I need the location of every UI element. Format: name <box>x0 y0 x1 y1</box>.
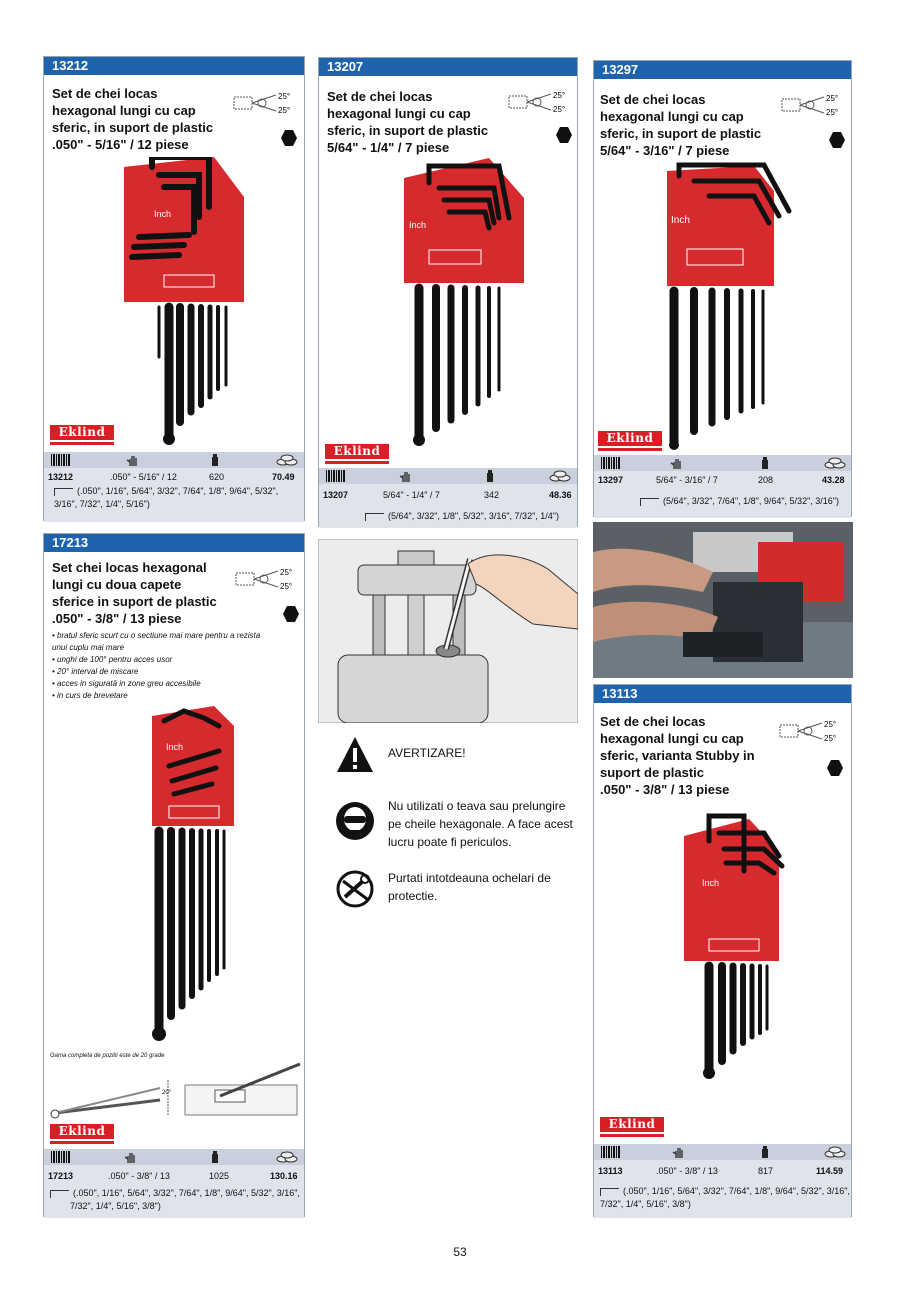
eklind-logo: Eklind <box>325 444 393 468</box>
product-code-header: 13297 <box>594 61 851 79</box>
weight-icon <box>204 453 226 467</box>
hand-icon <box>666 456 688 470</box>
row-price: 130.16 <box>270 1171 298 1181</box>
product-card-13207 <box>318 57 578 527</box>
product-code-header: 13113 <box>594 685 851 703</box>
product-code-header: 13212 <box>44 57 304 75</box>
table-icon-row <box>44 452 304 468</box>
svg-text:25°: 25° <box>278 92 291 101</box>
coins-icon <box>276 453 298 467</box>
svg-text:25°: 25° <box>553 91 566 100</box>
hex-key-icon <box>600 1188 619 1196</box>
usage-illustration <box>318 539 578 723</box>
weight-icon <box>754 1145 776 1159</box>
row-qty: 1025 <box>209 1171 230 1181</box>
weight-icon <box>754 456 776 470</box>
product-table <box>44 1149 304 1218</box>
row-code: 13113 <box>598 1166 623 1176</box>
row-price: 43.28 <box>822 475 845 485</box>
feature-list: • bratul sferic scurt cu o sectiune mai mare pentru a rezista unui cuplu mai mare • unghi de 100° pentru acces usor • 20° interval de miscare • acces in siguratā in zone greu accesibile • in curs de brevetare <box>52 631 261 700</box>
coins-icon <box>549 469 571 483</box>
weight-icon <box>204 1150 226 1164</box>
barcode-icon <box>600 1145 622 1159</box>
svg-text:25°: 25° <box>826 94 839 103</box>
row-range: .050" - 5/16" / 12 <box>110 472 177 482</box>
row-qty: 817 <box>758 1166 774 1176</box>
warning-title: AVERTIZARE! <box>388 746 466 760</box>
row-code: 13297 <box>598 475 624 485</box>
no-tools-icon <box>335 869 375 909</box>
workshop-photo <box>593 522 853 678</box>
eklind-logo: Eklind <box>600 1117 668 1141</box>
size-list: (5/64", 3/32", 7/64", 1/8", 9/64", 5/32", 3/16") <box>640 495 850 508</box>
product-table <box>44 452 304 522</box>
hand-icon <box>122 453 144 467</box>
weight-icon <box>479 469 501 483</box>
row-range: 5/64" - 1/4" / 7 <box>383 490 440 500</box>
svg-text:Inch: Inch <box>154 209 172 219</box>
barcode-icon <box>325 469 347 483</box>
table-icon-row <box>44 1149 304 1165</box>
barcode-icon <box>50 453 72 467</box>
page-number: 53 <box>453 1245 467 1259</box>
svg-text:25°: 25° <box>826 108 839 117</box>
hand-icon <box>668 1145 690 1159</box>
row-price: 70.49 <box>272 472 295 482</box>
table-icon-row <box>319 468 577 484</box>
hex-icon <box>282 605 300 623</box>
warning-text-1: Nu utilizati o teava sau prelungire pe cheile hexagonale. A face acest lucru poate fi periculos. <box>388 799 573 849</box>
row-qty: 620 <box>209 472 225 482</box>
product-title: Set de chei locas hexagonal lungi cu cap sferic, varianta Stubby in suport de plastic .050" - 3/8" / 13 piese <box>600 714 755 797</box>
hex-key-icon <box>54 488 73 496</box>
row-range: .050" - 3/8" / 13 <box>656 1166 718 1176</box>
barcode-icon <box>50 1150 72 1164</box>
product-card-13212 <box>43 56 305 521</box>
size-list: (.050", 1/16", 5/64", 3/32", 7/64", 1/8", 9/64", 5/32", 3/16", 7/32", 1/4", 5/16") <box>54 486 279 509</box>
product-code-header: 17213 <box>44 534 304 552</box>
product-photo <box>124 706 264 1046</box>
hand-icon <box>120 1150 142 1164</box>
product-photo <box>114 157 254 447</box>
svg-text:Inch: Inch <box>166 742 184 752</box>
product-title: Set de chei locas hexagonal lungi cu cap sferic, in suport de plastic 5/64" - 3/16" / 7 piese <box>600 92 762 158</box>
warning-triangle-icon <box>335 735 375 775</box>
row-qty: 208 <box>758 475 774 485</box>
row-code: 13207 <box>323 490 349 500</box>
diagram-caption: Gama completa de pozitii este de 20 grade <box>50 1053 165 1059</box>
size-list: (5/64", 3/32", 1/8", 5/32", 3/16", 7/32", 1/4") <box>365 510 575 523</box>
barcode-icon <box>600 456 622 470</box>
row-range: 5/64" - 3/16" / 7 <box>656 475 718 485</box>
product-title: Set de chei locas hexagonal lungi cu cap sferic, in suport de plastic .050" - 5/16" / 12 piese <box>52 86 214 152</box>
svg-text:25°: 25° <box>824 734 837 743</box>
hex-icon <box>555 126 573 144</box>
product-photo <box>399 158 539 448</box>
product-title: Set chei locas hexagonal lungi cu doua capete sferice in suport de plastic .050" - 3/8" / 13 piese <box>52 560 217 626</box>
product-photo <box>659 161 799 451</box>
svg-text:20°: 20° <box>162 1090 172 1096</box>
eklind-logo: Eklind <box>598 431 666 455</box>
ball-end-angle-icon <box>507 88 571 118</box>
product-table <box>594 455 851 518</box>
hand-icon <box>395 469 417 483</box>
svg-text:25°: 25° <box>824 720 837 729</box>
hex-icon <box>280 129 298 147</box>
product-title: Set de chei locas hexagonal lungi cu cap sferic, in suport de plastic 5/64" - 1/4" / 7 piese <box>327 89 489 155</box>
coins-icon <box>824 456 846 470</box>
product-code-header: 13207 <box>319 58 577 76</box>
row-code: 13212 <box>48 472 74 482</box>
size-list: (.050", 1/16", 5/64", 3/32", 7/64", 1/8", 9/64", 5/32", 3/16", 7/32", 1/4", 5/16", 3/8") <box>50 1187 302 1213</box>
angle-range-diagram <box>50 1060 305 1120</box>
coins-icon <box>824 1145 846 1159</box>
row-price: 48.36 <box>549 490 572 500</box>
product-card-13297 <box>593 60 852 517</box>
coins-icon <box>276 1150 298 1164</box>
svg-text:25°: 25° <box>278 106 291 115</box>
eklind-logo: Eklind <box>50 425 118 449</box>
svg-text:Inch: Inch <box>671 215 690 226</box>
warning-text-2: Purtati intotdeauna ochelari de protectie. <box>388 871 551 903</box>
row-range: .050" - 3/8" / 13 <box>108 1171 170 1181</box>
row-code: 17213 <box>48 1171 74 1181</box>
product-photo <box>664 811 804 1101</box>
ball-end-angle-icon <box>232 89 296 119</box>
face-shield-icon <box>335 801 375 841</box>
hex-key-icon <box>365 513 384 521</box>
ball-end-angle-icon <box>780 91 844 121</box>
svg-text:Inch: Inch <box>702 878 720 888</box>
ball-end-angle-icon <box>778 717 842 747</box>
table-icon-row <box>594 455 851 471</box>
hex-icon <box>826 759 844 777</box>
product-table <box>594 1144 851 1218</box>
hex-key-icon <box>50 1190 69 1198</box>
table-icon-row <box>594 1144 851 1160</box>
svg-text:25°: 25° <box>280 582 293 591</box>
svg-text:25°: 25° <box>280 568 293 577</box>
svg-text:Inch: Inch <box>409 220 427 230</box>
hex-icon <box>828 131 846 149</box>
row-price: 114.59 <box>816 1166 844 1176</box>
ball-end-angle-icon <box>234 565 298 595</box>
row-qty: 342 <box>484 490 500 500</box>
product-card-13113 <box>593 684 852 1217</box>
product-table <box>319 468 577 528</box>
svg-text:25°: 25° <box>553 105 566 114</box>
product-card-17213 <box>43 533 305 1217</box>
hex-key-icon <box>640 498 659 506</box>
size-list: (.050", 1/16", 5/64", 3/32", 7/64", 1/8", 9/64", 5/32", 3/16", 7/32", 1/4", 5/16", 3/8") <box>600 1186 850 1209</box>
eklind-logo: Eklind <box>50 1124 118 1148</box>
